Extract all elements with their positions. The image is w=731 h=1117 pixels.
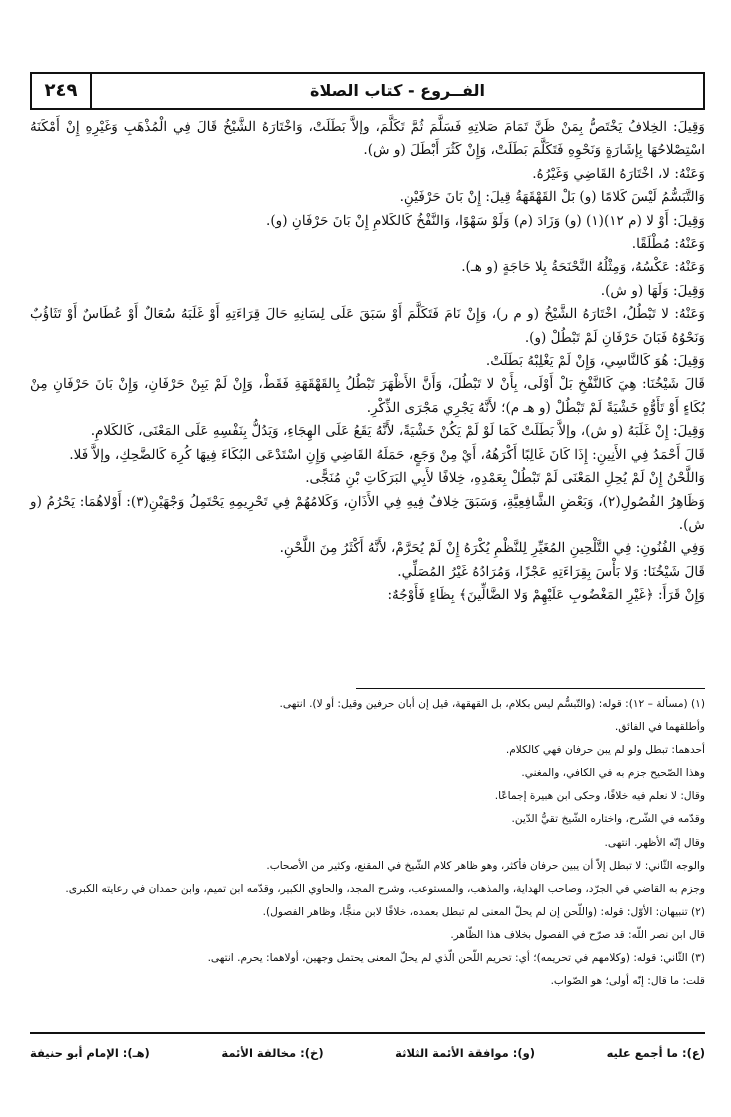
main-paragraph: وَعَنْهُ: لا، اخْتَارَهُ القَاضِي وَغَيْرُهُ. (532, 165, 705, 182)
footnote-separator (356, 688, 705, 689)
abbreviation-legend (30, 1041, 705, 1065)
main-text (30, 116, 705, 608)
main-paragraph: وَقِيلَ: وَلَهَا (و ش). (600, 282, 705, 299)
footnote-line: (٣) الثّاني: قوله: (وكلامهم في تحريمه)؛ أي: تحريم اللّحن الّذي لم يحلّ المعنى يحتمل وجهين، أولاهما: يحرم. انتهى. (207, 952, 705, 965)
main-paragraph: وَالتَّبَسُّمُ لَيْسَ كَلامًا (و) بَلْ القَهْقَهَةُ قِيلَ: إِنْ بَانَ حَرْفَيْنِ. (399, 189, 705, 206)
main-paragraph: وَعَنْهُ: لا تَبْطُلُ، اخْتَارَهُ الشَّيْخُ (و م ر)، وَإِنْ نَامَ فَتَكَلَّمَ أَوْ سَبَقَ عَلَى لِسَانِهِ حَالَ قِرَاءَتِهِ أَوْ غَلَبَهُ سُعَالٌ أَوْ عُطَاسٌ أَوْ تَثَاؤُبٌ وَنَحْوُهُ فَبَانَ حَرْفَانِ لَمْ تَبْطُلْ (و). (30, 306, 705, 346)
running-title: الفــروع - كتاب الصلاة (310, 81, 485, 100)
footnote-line: (١) (مسألة – ١٢): قوله: (والتّبسُّم ليس بكلام، بل القهقهة، قيل إن أبان حرفين وقيل: أو لا). انتهى. (279, 698, 705, 710)
footnote-line: وقدّمه في الشّرح، واختاره الشّيخ تقيُّ الدّين. (511, 813, 705, 826)
legend-item: (و): موافقة الأئمة الثلاثة (395, 1046, 535, 1060)
legend-separator (30, 1032, 705, 1034)
main-paragraph: وَقِيلَ: إِنْ غَلَبَهُ (و ش)، وإلاَّ بَطَلَتْ كَمَا لَوْ لَمْ يَكُنْ خَشْيَةً، لأَنَّهُ يَقَعُ عَلَى الهِجَاءِ، وَيَدُلُّ بِنَفْسِهِ عَلَى المَعْنَى، كَالكَلامِ. (90, 423, 705, 440)
footnote-line: قال ابن نصر اللّه: قد صرّح في الفصول بخلاف هذا الظّاهر. (450, 928, 705, 941)
footnote-line: قلت: ما قال: إنّه أولى؛ هو الصّواب. (550, 975, 705, 988)
page-number: ٢٤٩ (32, 74, 92, 108)
footnotes (30, 693, 705, 993)
footnote-line: (٢) تنبيهان: الأوّل: قوله: (واللّحن إن لم يحلّ المعنى لم تبطل بعمده، خلافًا لابن منجًّا، وظاهر الفصول). (262, 905, 705, 918)
footnote-line: وأطلقهما في الفائق. (614, 721, 705, 734)
main-paragraph: قَالَ أَحْمَدُ فِي الأَنِينِ: إِذَا كَانَ غَالِبًا أَكْرَهُهُ، أَيْ مِنْ وَجَعٍ، حَمَلَهُ القَاضِي وَإِنِ اسْتَدْعَى البُكَاءَ فِيهَا كُرِهَ كَالضَّحِكِ، وإلاَّ فَلا. (69, 446, 705, 463)
main-paragraph: وَظَاهِرُ الفُصُولِ(٢)، وَبَعْضِ الشَّافِعِيَّةِ، وَسَبَقَ خِلافٌ فِيهِ فِي الأَذَانِ، وَكَلامُهُمْ فِي تَحْرِيمِهِ يَحْتَمِلُ وَجْهَيْنِ(٣): أَوْلاهُمَا: يَحْرُمُ (و ش). (30, 493, 705, 533)
footnote-line: وجزم به القاضي في الجرّد، وصاحب الهداية، والمذهب، والمستوعب، وشرح المجد، والحاوي الكبير، وقدّمه ابن تميم، وابن حمدان في رعايته الكبرى. (65, 882, 705, 895)
footnote-line: والوجه الثّاني: لا تبطل إلاّ أن يبين حرفان فأكثر، وهو ظاهر كلام الشّيخ في المقنع، وكثير من الأصحاب. (266, 859, 705, 872)
main-paragraph: وَفِي الفُنُونِ: فِي التَّلْحِينِ المُغَيِّرِ لِلنَّظْمِ يُكْرَهُ إِنْ لَمْ يُحَرَّمْ، لأَنَّهُ أَكْثَرُ مِنَ اللَّحْنِ. (279, 540, 705, 557)
main-paragraph: وَقِيلَ: الخِلافُ يَخْتَصُّ بِمَنْ ظَنَّ تَمَامَ صَلاتِهِ فَسَلَّمَ ثُمَّ تَكَلَّمَ، وإلاَّ بَطَلَتْ، وَاخْتَارَهُ الشَّيْخُ قَالَ فِي الْمُذْهَبِ وَغَيْرِهِ إِنْ أَمْكَنَهُ اسْتِصْلاحُهَا بِإشَارَةٍ وَنَحْوِهِ فَتَكَلَّمَ بَطَلَتْ، وَإِنْ كَثُرَ أَبْطَلَ (و ش). (30, 119, 705, 159)
main-paragraph: وَقِيلَ: هُوَ كَالنَّاسِي، وَإِنْ لَمْ يَغْلِبْهُ بَطَلَتْ. (485, 353, 705, 370)
main-paragraph: وَإِنْ قَرَأَ: ﴿غَيْرِ المَغْضُوبِ عَلَيْهِمْ وَلا الضَّالِّينَ﴾ بِظَاءٍ فَأَوْجُهٌ: (387, 587, 705, 604)
main-paragraph: وَعَنْهُ: عَكْسُهُ، وَمِثْلُهُ النَّحْنَحَةُ بِلا حَاجَةٍ (و هـ). (461, 259, 705, 276)
main-paragraph: وَاللَّحْنُ إِنْ لَمْ يُحِلِ المَعْنَى لَمْ تَبْطُلْ بِعَمْدِهِ، خِلافًا لأَبِي البَرَكَاتِ بْنِ مُنَجًّى. (305, 470, 705, 487)
footnote-line: وقال إنّه الأظهر. انتهى. (604, 836, 705, 849)
footnote-line: وقال: لا نعلم فيه خلافًا، وحكى ابن هبيرة إجماعًا. (494, 790, 705, 803)
legend-item: (هـ): الإمام أبو حنيفة (30, 1046, 150, 1060)
footnote-line: وهذا الصّحيح جزم به في الكافي، والمغني. (521, 767, 705, 780)
footnote-line: أحدهما: تبطل ولو لم يبن حرفان فهي كالكلام. (505, 744, 705, 757)
main-paragraph: قَالَ شَيْخُنَا: وَلا بَأْسَ بِقِرَاءَتِهِ عَجْزًا، وَمُرَادُهُ غَيْرُ المُصَلِّي. (397, 563, 705, 580)
main-paragraph: قَالَ شَيْخُنَا: هِيَ كَالنَّفْخِ بَلْ أَوْلَى، بِأَنْ لا تَبْطُلَ، وَأَنَّ الأَظْهَرَ تَبْطُلُ بِالقَهْقَهَةِ فَقَطْ، وَإِنْ لَمْ يَبِنْ حَرْفَانِ، وَإِنْ بَانَ حَرْفَانِ مِنْ بُكَاءٍ أَوْ تَأَوُّهٍ خَشْيَةً لَمْ تَبْطُلْ (و هـ م)؛ لأَنَّهُ يَجْرِي مَجْرَى الذِّكْرِ. (30, 376, 705, 416)
page-header (30, 72, 705, 110)
main-paragraph: وَقِيلَ: أَوْ لا (م ١٢)(١) (و) وَزَادَ (م) وَلَوْ سَهْوًا، وَالنَّفْخُ كَالكَلامِ إِنْ بَانَ حَرْفَانِ (و). (266, 212, 705, 229)
legend-item: (ع): ما أجمع عليه (606, 1046, 705, 1060)
main-paragraph: وَعَنْهُ: مُطْلَقًا. (631, 236, 705, 253)
legend-item: (خ): مخالفة الأئمة (221, 1046, 324, 1060)
